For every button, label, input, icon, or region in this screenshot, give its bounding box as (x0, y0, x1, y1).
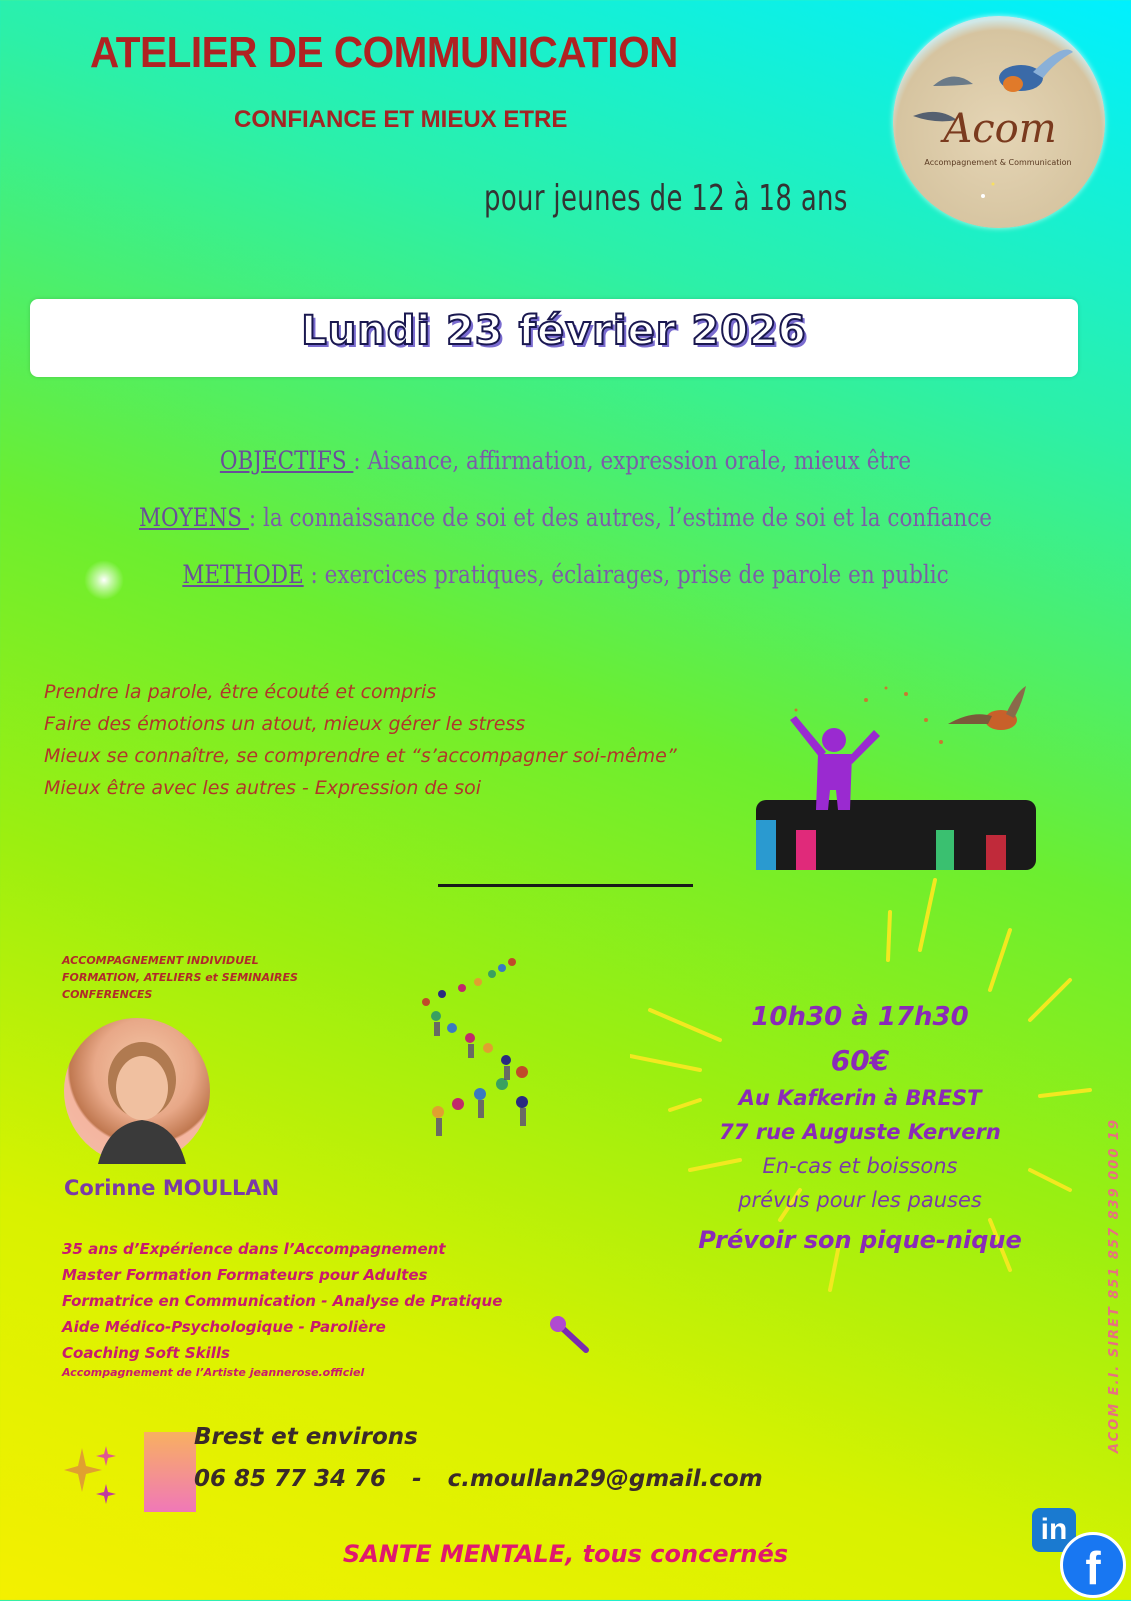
poster-title: ATELIER DE COMMUNICATION (90, 28, 678, 77)
credential-item: Master Formation Formateurs pour Adultes (62, 1266, 428, 1284)
service-item: CONFERENCES (62, 988, 153, 1001)
logo-tagline: Accompagnement & Communication (924, 158, 1072, 167)
methode-text: : exercices pratiques, éclairages, prise de parole en public (303, 560, 949, 589)
audience-text: pour jeunes de 12 à 18 ans (484, 178, 848, 219)
contact-separator: - (412, 1466, 422, 1492)
credential-item: Formatrice en Communication - Analyse de Pratique (62, 1292, 503, 1310)
benefit-item: Mieux se connaître, se comprendre et “s’accompagner soi-même” (44, 745, 677, 767)
moyens-label: MOYENS (138, 503, 249, 532)
microphone-icon (548, 1314, 592, 1358)
queue-of-people-illustration (412, 952, 552, 1142)
snacks-line-1: En-cas et boissons (762, 1154, 958, 1178)
event-date: Lundi 23 février 2026 (301, 308, 807, 354)
methode-label: METHODE (182, 560, 304, 589)
benefit-item: Faire des émotions un atout, mieux gérer le stress (44, 713, 526, 735)
siret-number: ACOM E.I. SIRET 851 857 839 000 19 (1107, 1118, 1122, 1454)
service-item: FORMATION, ATELIERS et SEMINAIRES (62, 971, 298, 984)
person-avatar-icon (64, 1018, 210, 1164)
footer-slogan: SANTE MENTALE, tous concernés (342, 1540, 789, 1568)
objectifs-text: : Aisance, affirmation, expression orale, mieux être (353, 446, 912, 475)
service-item: ACCOMPAGNEMENT INDIVIDUEL (62, 954, 259, 967)
trainer-credentials (62, 1236, 502, 1366)
credential-item: Aide Médico-Psychologique - Parolière (62, 1318, 386, 1336)
event-address: 77 rue Auguste Kervern (719, 1120, 1001, 1144)
moyens-text: : la connaissance de soi et des autres, l’estime de soi et la confiance (248, 503, 993, 532)
objectifs-label: OBJECTIFS (219, 446, 354, 475)
credential-item: Coaching Soft Skills (62, 1344, 230, 1362)
logo-wordmark: Acom (943, 106, 1057, 152)
moyens-line (79, 503, 1052, 532)
poster-subtitle: CONFIANCE ET MIEUX ETRE (234, 106, 568, 133)
contact-line (194, 1466, 763, 1492)
burst-rays-decoration (630, 870, 1110, 1350)
trainer-name: Corinne MOULLAN (64, 1176, 280, 1200)
event-price: 60€ (830, 1044, 890, 1077)
bird-icon (948, 686, 1026, 730)
trainer-portrait (64, 1018, 210, 1164)
snacks-line-2: prévus pour les pauses (738, 1188, 982, 1212)
picnic-note: Prévoir son pique-nique (698, 1226, 1022, 1254)
contact-area: Brest et environs (194, 1424, 418, 1450)
methode-line (79, 560, 1052, 589)
linkedin-icon[interactable]: in (1032, 1508, 1076, 1552)
email-address[interactable]: c.moullan29@gmail.com (447, 1466, 763, 1492)
objectifs-line (79, 446, 1052, 475)
benefit-item: Mieux être avec les autres - Expression de soi (44, 777, 481, 799)
credential-item: 35 ans d’Expérience dans l’Accompagnement (62, 1240, 446, 1258)
event-hours: 10h30 à 17h30 (751, 1002, 969, 1032)
benefits-list (44, 676, 677, 804)
benefit-item: Prendre la parole, être écouté et compris (44, 681, 437, 703)
event-venue: Au Kafkerin à BREST (738, 1086, 982, 1110)
facebook-icon[interactable]: f (1060, 1532, 1126, 1598)
services-list (62, 952, 298, 1003)
artist-note: Accompagnement de l’Artiste jeannerose.officiel (62, 1366, 365, 1379)
sparkle-icon (84, 560, 124, 600)
contact-accent-bar (144, 1432, 196, 1512)
sparkles-icon (64, 1444, 120, 1506)
celebrating-crowd-illustration (756, 680, 1036, 870)
jumping-person-icon (790, 716, 880, 810)
phone-number[interactable]: 06 85 77 34 76 (194, 1466, 387, 1492)
